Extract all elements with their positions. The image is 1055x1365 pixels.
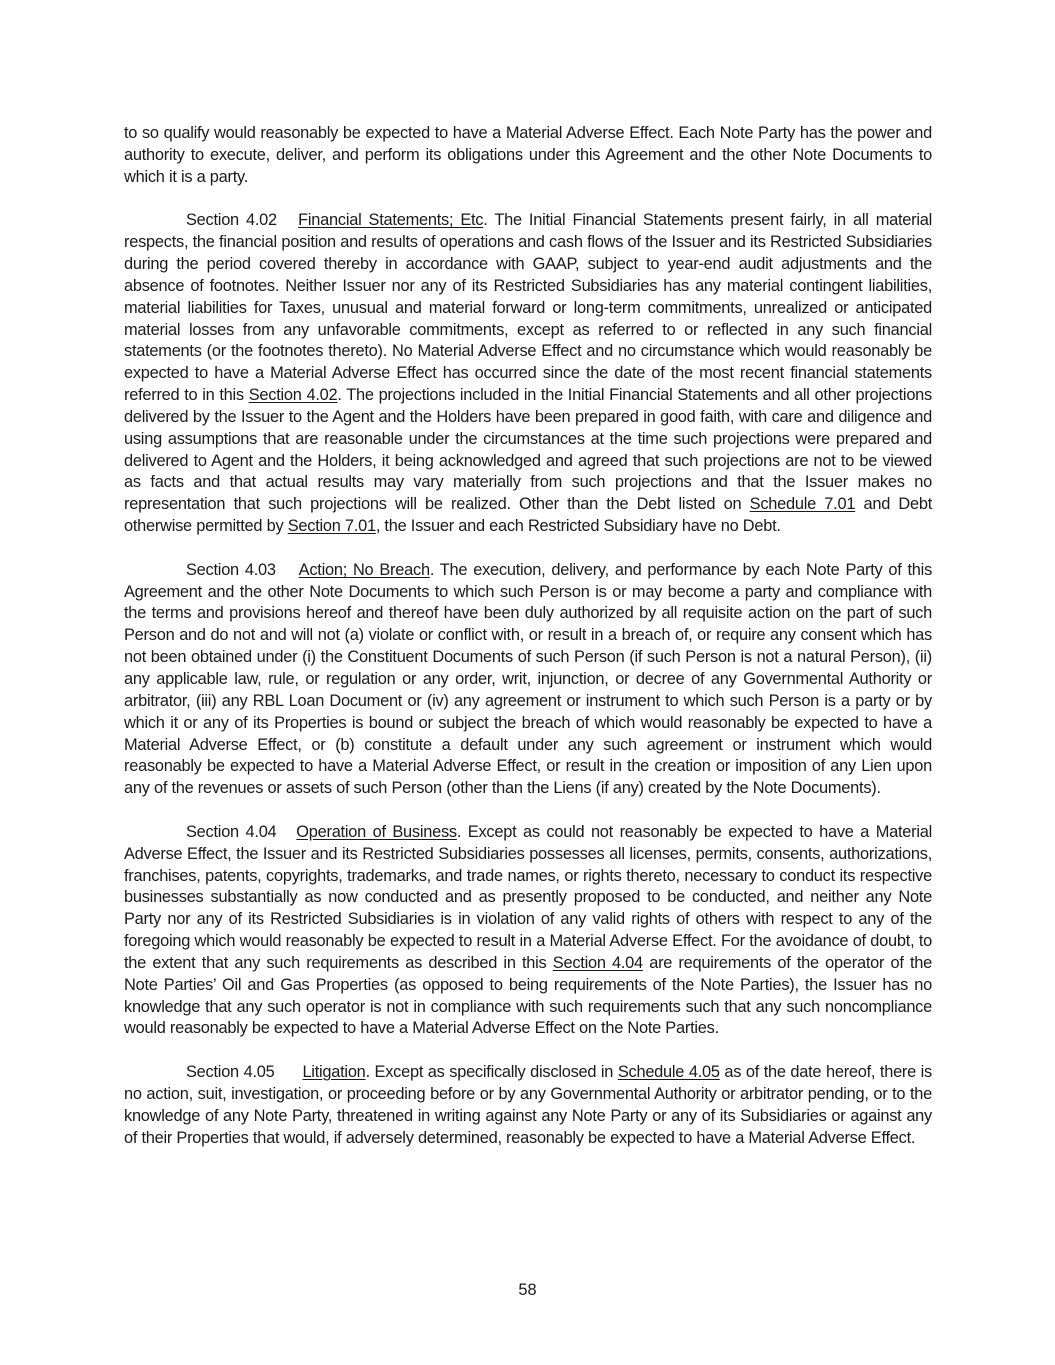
section-4-03 (124, 560, 932, 800)
cross-reference: Section 4.04 (552, 953, 643, 972)
section-number: Section 4.02 (186, 211, 277, 230)
body-text: are requirements of the operator of the Note Parties’ Oil and Gas Properties (as opposed to being requirements of the Note Parties), the Issuer has no knowledge that any such operator is not in compliance with such requirements such that any such noncompliance would reasonably be expected to have a Material Adverse Effect on the Note Parties. (124, 953, 932, 1038)
body-text: . The Initial Financial Statements present fairly, in all material respects, the financial position and results of operations and cash flows of the Issuer and its Restricted Subsidiaries during the period covered thereby in accordance with GAAP, subject to year-end audit adjustments and the absence of footnotes. Neither Issuer nor any of its Restricted Subsidiaries has any material contingent liabilities, material liabilities for Taxes, unusual and material forward or long-term commitments, unrealized or anticipated material losses from any unfavorable commitments, except as referred to or reflected in any such financial statements (or the footnotes thereto). No Material Adverse Effect and no circumstance which would reasonably be expected to have a Material Adverse Effect has occurred since the date of the most recent financial statements referred to in this (124, 211, 932, 405)
section-number: Section 4.05 (186, 1063, 275, 1082)
section-title: Financial Statements; Etc (298, 211, 484, 230)
section-4-02 (124, 210, 932, 538)
cross-reference: Schedule 7.01 (749, 495, 856, 514)
section-title: Operation of Business (296, 822, 457, 841)
section-title: Action; No Breach (298, 560, 430, 579)
page-number: 58 (518, 1281, 537, 1299)
document-body (124, 123, 932, 1171)
body-text: as of the date hereof, there is no action, suit, investigation, or proceeding before or by any Governmental Authority or arbitrator pending, or to the knowledge of any Note Party, threatened in writing against any Note Party or any of its Subsidiaries or against any of their Properties that would, if adversely determined, reasonably be expected to have a Material Adverse Effect. (124, 1063, 932, 1147)
section-number: Section 4.03 (186, 560, 276, 579)
section-title: Litigation (302, 1063, 366, 1082)
section-number: Section 4.04 (186, 822, 277, 841)
cross-reference: Section 4.02 (248, 386, 338, 405)
body-text: , the Issuer and each Restricted Subsidiary have no Debt. (375, 517, 781, 536)
body-text: . Except as could not reasonably be expected to have a Material Adverse Effect, the Issuer and its Restricted Subsidiaries possesses all licenses, permits, consents, authorizations, franchises, patents, copyrights, trademarks, and trade names, or rights thereto, necessary to conduct its respective businesses substantially as now conducted and as presently proposed to be conducted, and neither any Note Party nor any of its Restricted Subsidiaries is in violation of any valid rights of others with respect to any of the foregoing which would reasonably be expected to result in a Material Adverse Effect. For the avoidance of doubt, to the extent that any such requirements as described in this (124, 822, 933, 972)
cross-reference: Section 7.01 (287, 517, 376, 536)
cross-reference: Schedule 4.05 (617, 1063, 720, 1082)
intro-paragraph (124, 123, 932, 189)
intro-text: to so qualify would reasonably be expected to have a Material Adverse Effect. Each Note Party has the power and authority to execute, deliver, and perform its obligations under this Agreement and the other Note Documents to which it is a party. (124, 124, 932, 186)
body-text: . The projections included in the Initial Financial Statements and all other projections delivered by the Issuer to the Agent and the Holders have been prepared in good faith, with care and diligence and using assumptions that are reasonable under the circumstances at the time such projections were prepared and delivered to Agent and the Holders, it being acknowledged and agreed that such projections are not to be viewed as facts and that actual results may vary materially from such projections and that the Issuer makes no representation that such projections will be realized. Other than the Debt listed on (124, 386, 932, 514)
body-text: and Debt otherwise permitted by (124, 495, 933, 536)
body-text: . The execution, delivery, and performance by each Note Party of this Agreement and the other Note Documents to which such Person is or may become a party and compliance with the terms and provisions hereof and thereof have been duly authorized by all requisite action on the part of such Person and do not and will not (a) violate or conflict with, or result in a breach of, or require any consent which has not been obtained under (i) the Constituent Documents of such Person (if such Person is not a natural Person), (ii) any applicable law, rule, or regulation or any order, writ, injunction, or decree of any Governmental Authority or arbitrator, (iii) any RBL Loan Document or (iv) any agreement or instrument to which such Person is a party or by which it or any of its Properties is bound or subject the breach of which would reasonably be expected to have a Material Adverse Effect, or (b) constitute a default under any such agreement or instrument which would reasonably be expected to have a Material Adverse Effect, or result in the creation or imposition of any Lien upon any of the revenues or assets of such Person (other than the Liens (if any) created by the Note Documents). (124, 560, 933, 798)
body-text: . Except as specifically disclosed in (365, 1063, 618, 1082)
section-4-04 (124, 822, 932, 1040)
section-4-05 (124, 1062, 932, 1149)
